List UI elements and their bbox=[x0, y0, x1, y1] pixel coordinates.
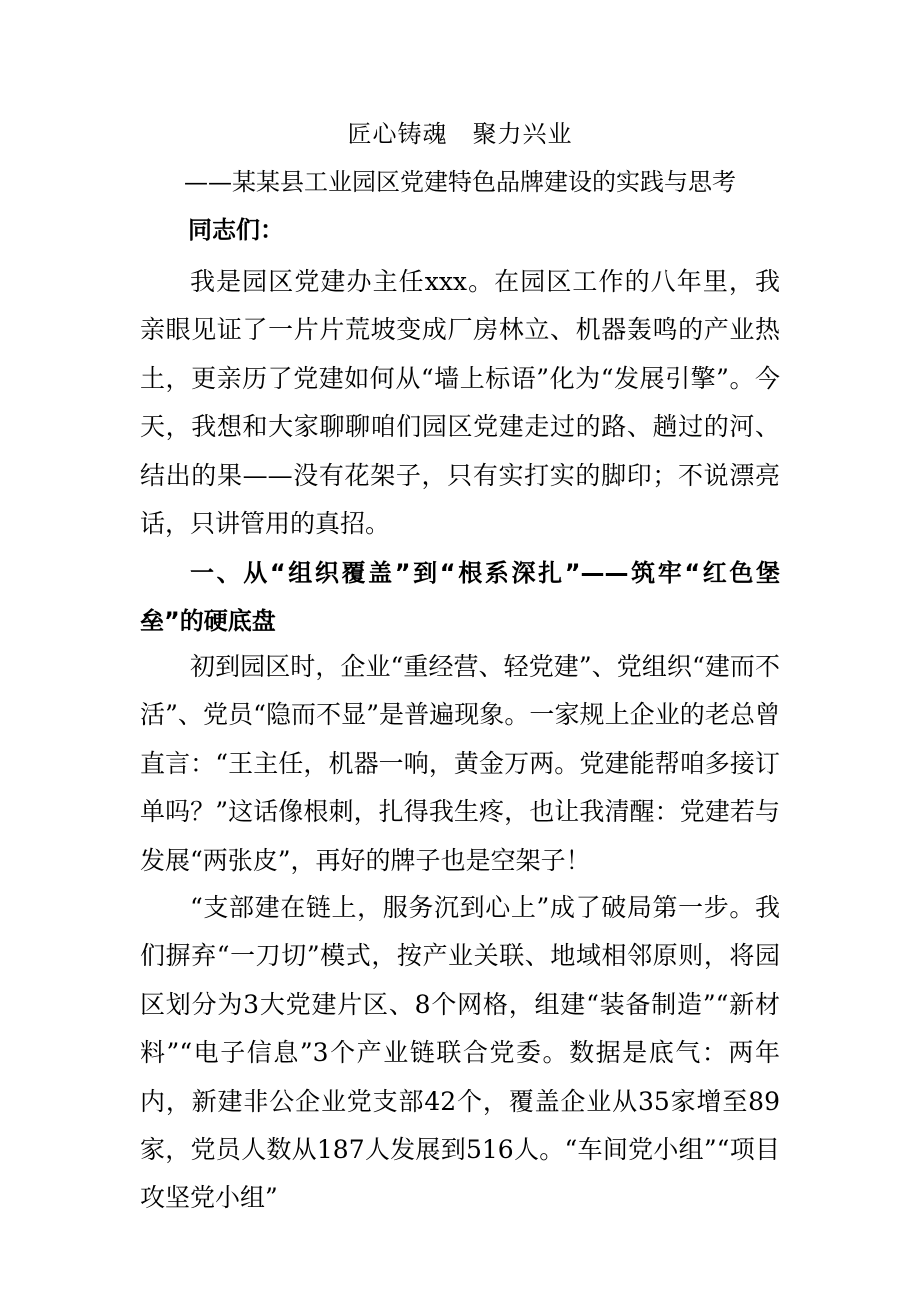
body-paragraph: “支部建在链上，服务沉到心上”成了破局第一步。我们摒弃“一刀切”模式，按产业关联、地域相邻原则，将园区划分为3大党建片区、8个网格，组建“装备制造”“新材料”“电子信息”3个产业链联合党委。数据是底气：两年内，新建非公企业党支部42个，覆盖企业从35家增至89家，党员人数从187人发展到516人。“车间党小组”“项目攻坚党小组” bbox=[140, 893, 780, 1213]
document-subtitle: ——某某县工业园区党建特色品牌建设的实践与思考 bbox=[184, 168, 736, 196]
body-paragraph: 初到园区时，企业“重经营、轻党建”、党组织“建而不活”、党员“隐而不显”是普遍现象。一家规上企业的老总曾直言：“王主任，机器一响，黄金万两。党建能帮咱多接订单吗？”这话像根刺，扎得我生疼，也让我清醒：党建若与发展“两张皮”，再好的牌子也是空架子！ bbox=[140, 652, 780, 875]
document-title: 匠心铸魂 聚力兴业 bbox=[347, 120, 573, 148]
intro-paragraph: 我是园区党建办主任xxx。在园区工作的八年里，我亲眼见证了一片片荒坡变成厂房林立、机器轰鸣的产业热土，更亲历了党建如何从“墙上标语”化为“发展引擎”。今天，我想和大家聊聊咱们园区党建走过的路、趟过的河、结出的果——没有花架子，只有实打实的脚印；不说漂亮话，只讲管用的真招。 bbox=[140, 267, 780, 539]
salutation: 同志们： bbox=[188, 216, 284, 244]
section-heading: 一、从“组织覆盖”到“根系深扎”——筑牢“红色堡垒”的硬底盘 bbox=[140, 559, 780, 636]
